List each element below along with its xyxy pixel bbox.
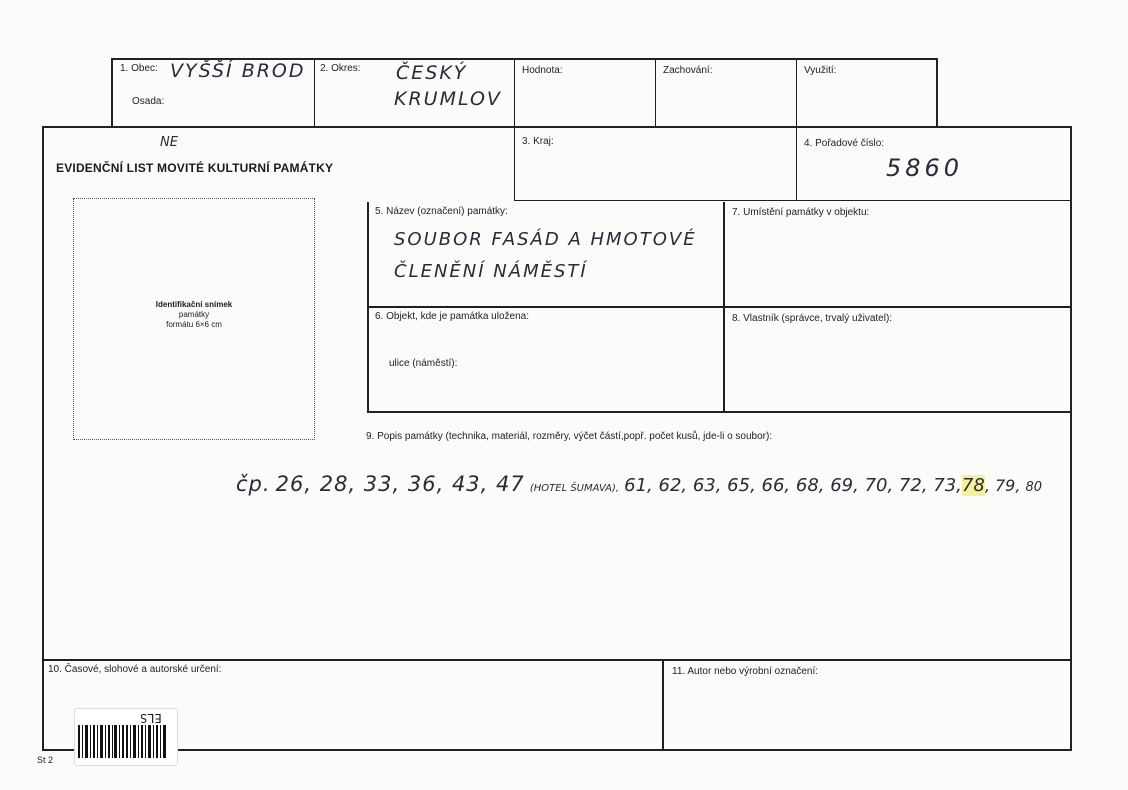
hodnota-label: Hodnota: bbox=[522, 65, 563, 76]
nazev-value-line2: ČLENĚNÍ NÁMĚSTÍ bbox=[394, 261, 588, 282]
poradove-value: 5860 bbox=[886, 154, 964, 182]
photo-caption-line3: formátu 6×6 cm bbox=[166, 320, 222, 329]
ulice-label: ulice (náměstí): bbox=[389, 358, 458, 369]
popis-nums-b: 61, 62, 63, 65, 66, 68, 69, 70, 72, 73, bbox=[624, 475, 962, 496]
okres-label: 2. Okres: bbox=[320, 63, 361, 74]
popis-nums-a: 26, 28, 33, 36, 43, 47 bbox=[275, 472, 525, 496]
photo-caption bbox=[74, 300, 314, 330]
kraj-label: 3. Kraj: bbox=[522, 136, 554, 147]
popis-prefix: čp. bbox=[236, 472, 271, 496]
casove-label: 10. Časové, slohové a autorské určení: bbox=[48, 664, 222, 675]
popis-hotel: (HOTEL ŠUMAVA), bbox=[529, 483, 620, 494]
photo-caption-line2: památky bbox=[178, 310, 210, 319]
popis-nums-c: , 79, bbox=[984, 476, 1021, 495]
photo-caption-line1: Identifikační snímek bbox=[155, 300, 233, 309]
barcode-icon bbox=[78, 725, 168, 758]
nazev-label: 5. Název (označení) památky: bbox=[375, 206, 508, 217]
autor-label: 11. Autor nebo výrobní označení: bbox=[672, 666, 819, 677]
vyziti-label: Využití: bbox=[804, 65, 837, 76]
sticker-code: ELS bbox=[140, 711, 162, 725]
okres-value-line1: ČESKÝ bbox=[396, 62, 468, 84]
popis-label: 9. Popis památky (technika, materiál, rozměry, výčet částí,popř. počet kusů, jde-li o soubor): bbox=[366, 431, 773, 442]
osada-label: Osada: bbox=[132, 96, 165, 107]
popis-value bbox=[236, 472, 1042, 496]
popis-highlighted: 78 bbox=[961, 475, 985, 496]
umisteni-label: 7. Umístění památky v objektu: bbox=[732, 207, 870, 218]
okres-value-line2: KRUMLOV bbox=[394, 88, 502, 110]
nazev-value-line1: SOUBOR FASÁD A HMOTOVÉ bbox=[394, 229, 697, 250]
poradove-label: 4. Pořadové číslo: bbox=[804, 138, 885, 149]
objekt-label: 6. Objekt, kde je památka uložena: bbox=[375, 311, 529, 322]
popis-last: 80 bbox=[1025, 480, 1043, 495]
obec-label: 1. Obec: bbox=[120, 63, 158, 74]
ne-mark: NE bbox=[160, 135, 178, 150]
obec-value: VYŠŠÍ BROD bbox=[170, 60, 306, 82]
form-title: EVIDENČNÍ LIST MOVITÉ KULTURNÍ PAMÁTKY bbox=[56, 161, 334, 175]
st-label: St 2 bbox=[37, 755, 54, 765]
vlastnik-label: 8. Vlastník (správce, trvalý uživatel): bbox=[732, 313, 893, 324]
zachovani-label: Zachování: bbox=[663, 65, 713, 76]
